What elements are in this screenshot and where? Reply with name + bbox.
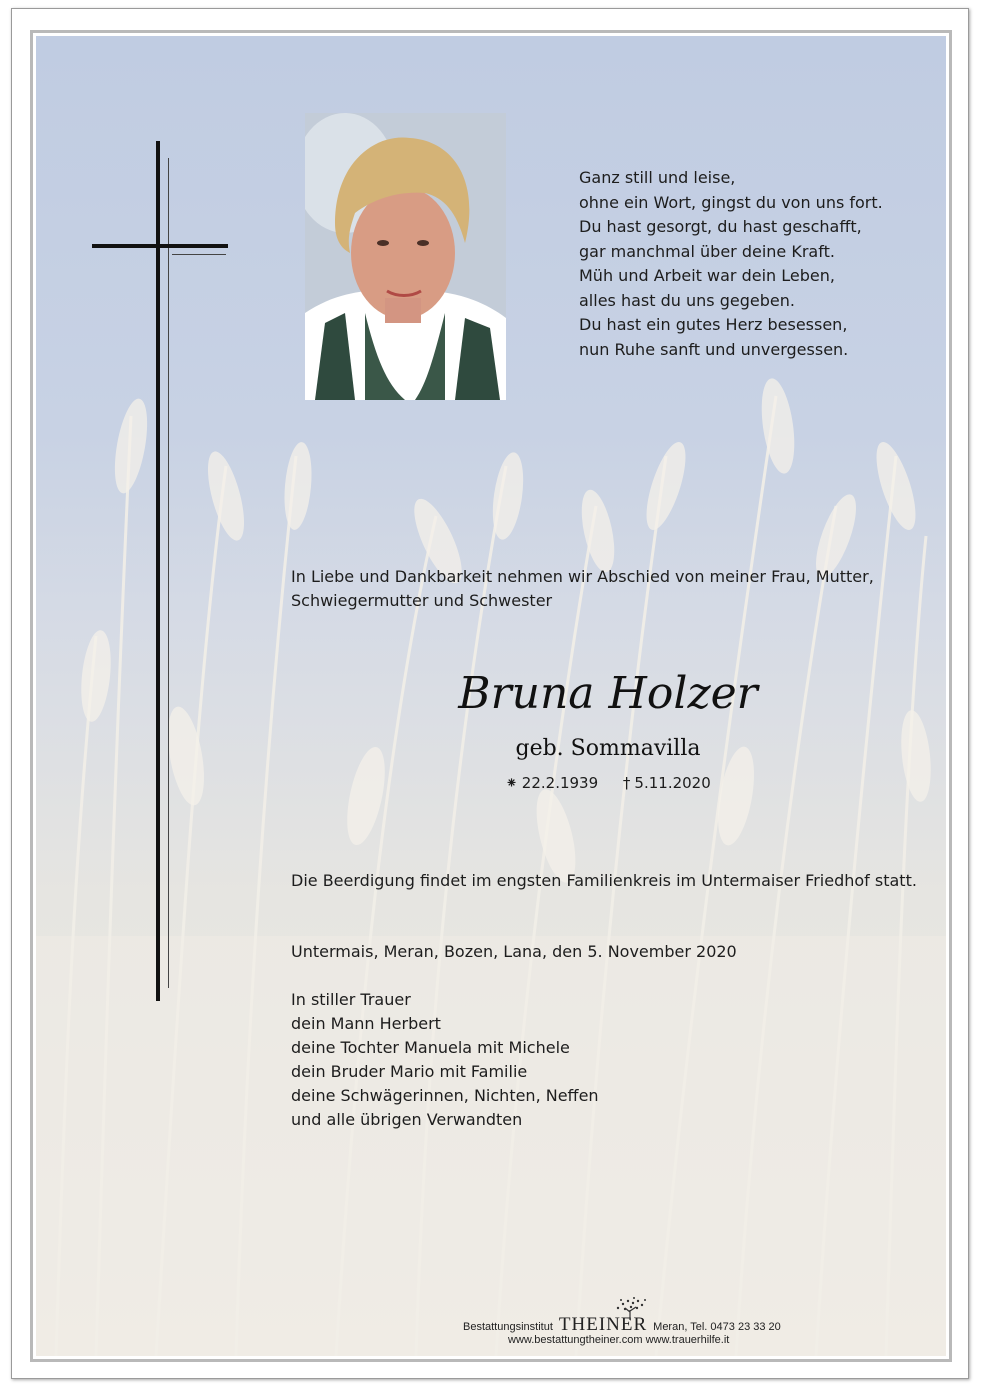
portrait-illustration [305, 113, 506, 400]
poem-line: ohne ein Wort, gingst du von uns fort. [579, 192, 883, 212]
funeral-home-brand: THEINER [558, 1314, 648, 1335]
death-date-group [623, 774, 711, 792]
intro-text [291, 565, 931, 613]
death-date: 5.11.2020 [634, 774, 711, 792]
mourner-line: dein Mann Herbert [291, 1014, 441, 1033]
birth-star-icon: ⁕ [505, 774, 518, 792]
poem-line: gar manchmal über deine Kraft. [579, 241, 835, 261]
mourners-list [291, 988, 931, 1132]
funeral-home-footer [400, 1310, 900, 1350]
mourner-line: dein Bruder Mario mit Familie [291, 1062, 528, 1081]
intro-line: In Liebe und Dankbarkeit nehmen wir Abschied von meiner Frau, Mutter, [291, 567, 874, 586]
poem-line: Müh und Arbeit war dein Leben, [579, 266, 835, 285]
poem-line: Du hast ein gutes Herz besessen, [579, 315, 848, 334]
death-cross-icon: † [622, 774, 631, 792]
cross-horizontal-bar [92, 244, 228, 248]
mourner-line: deine Schwägerinnen, Nichten, Neffen [291, 1086, 599, 1105]
intro-line: Schwiegermutter und Schwester [291, 591, 553, 610]
poem-line: Ganz still und leise, [579, 168, 736, 187]
poem-line: alles hast du uns gegeben. [579, 290, 795, 310]
mourner-line: und alle übrigen Verwandten [291, 1110, 523, 1129]
life-dates [291, 774, 925, 792]
footer-prefix: Bestattungsinstitut [463, 1321, 553, 1333]
mourner-line: In stiller Trauer [291, 990, 411, 1009]
poem-line: nun Ruhe sanft und unvergessen. [579, 339, 849, 359]
cross-vertical-bar [156, 141, 160, 1001]
cross-horizontal-shadow [172, 254, 226, 255]
poem [579, 166, 939, 362]
portrait-photo [305, 113, 506, 400]
footer-contact: Meran, Tel. 0473 23 33 20 [653, 1321, 781, 1333]
mourner-line: deine Tochter Manuela mit Michele [291, 1038, 570, 1057]
maiden-name: geb. Sommavilla [515, 736, 701, 761]
birth-date: 22.2.1939 [521, 774, 599, 792]
cross-vertical-shadow [168, 158, 169, 988]
birth-date-group [505, 774, 598, 792]
footer-web-links[interactable]: www.bestattungtheiner.com www.trauerhilfe.it [508, 1334, 730, 1346]
funeral-notice: Die Beerdigung findet im engsten Familienkreis im Untermaiser Friedhof statt. [291, 871, 917, 890]
footer-contact-row [463, 1314, 781, 1336]
deceased-name: Bruna Holzer [458, 668, 758, 719]
place-and-date: Untermais, Meran, Bozen, Lana, den 5. November 2020 [291, 942, 737, 961]
poem-line: Du hast gesorgt, du hast geschafft, [579, 217, 862, 236]
